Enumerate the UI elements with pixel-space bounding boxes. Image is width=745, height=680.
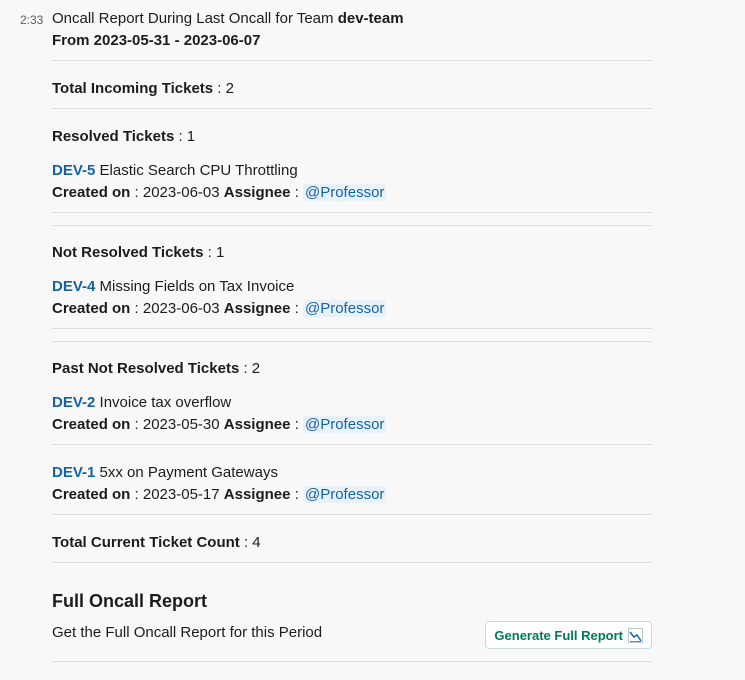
assignee-mention[interactable]: @Professor <box>304 416 385 433</box>
generate-full-report-button[interactable] <box>485 621 652 649</box>
past-not-resolved-tickets-header <box>52 358 652 380</box>
ticket-item <box>52 276 652 320</box>
generate-full-report-label: Generate Full Report <box>494 627 623 643</box>
assignee-separator: : <box>290 416 303 433</box>
oncall-report-message <box>52 8 652 662</box>
assignee-mention[interactable]: @Professor <box>304 486 385 503</box>
total-incoming-value: : 2 <box>213 80 234 97</box>
assignee-separator: : <box>290 486 303 503</box>
resolved-label: Resolved Tickets <box>52 128 175 145</box>
ticket-key-link[interactable]: DEV-5 <box>52 162 96 179</box>
not-resolved-label: Not Resolved Tickets <box>52 244 204 261</box>
ticket-key-link[interactable]: DEV-1 <box>52 464 96 481</box>
created-on-value: : 2023-06-03 <box>130 184 224 201</box>
ticket-item <box>52 392 652 436</box>
not-resolved-tickets-header <box>52 242 652 264</box>
created-on-label: Created on <box>52 416 131 433</box>
assignee-separator: : <box>290 300 303 317</box>
ticket-item <box>52 160 652 204</box>
created-on-value: : 2023-06-03 <box>130 300 224 317</box>
assignee-mention[interactable]: @Professor <box>304 300 385 317</box>
created-on-value: : 2023-05-30 <box>130 416 224 433</box>
assignee-label: Assignee <box>223 416 291 433</box>
chart-icon <box>628 628 643 643</box>
ticket-item <box>52 462 652 506</box>
ticket-key-link[interactable]: DEV-2 <box>52 394 96 411</box>
assignee-label: Assignee <box>223 300 291 317</box>
total-current-ticket-count <box>52 532 652 554</box>
total-incoming-tickets <box>52 78 652 100</box>
ticket-title: Missing Fields on Tax Invoice <box>95 278 295 295</box>
assignee-label: Assignee <box>223 486 291 503</box>
past-not-resolved-label: Past Not Resolved Tickets <box>52 360 240 377</box>
divider <box>52 661 652 662</box>
total-incoming-label: Total Incoming Tickets <box>52 80 214 97</box>
total-current-value: : 4 <box>239 534 261 551</box>
ticket-title: Invoice tax overflow <box>95 394 232 411</box>
created-on-label: Created on <box>52 300 131 317</box>
past-not-resolved-value: : 2 <box>239 360 261 377</box>
assignee-label: Assignee <box>223 184 291 201</box>
assignee-mention[interactable]: @Professor <box>304 184 385 201</box>
created-on-label: Created on <box>52 486 131 503</box>
full-report-row <box>52 621 652 651</box>
report-period: From 2023-05-31 - 2023-06-07 <box>52 32 261 49</box>
created-on-label: Created on <box>52 184 131 201</box>
full-report-description: Get the Full Oncall Report for this Period <box>52 624 323 641</box>
report-title-text: Oncall Report During Last Oncall for Team <box>52 10 338 27</box>
total-current-label: Total Current Ticket Count <box>52 534 240 551</box>
ticket-title: Elastic Search CPU Throttling <box>95 162 298 179</box>
resolved-tickets-header <box>52 126 652 148</box>
created-on-value: : 2023-05-17 <box>130 486 224 503</box>
message-timestamp[interactable]: 2:33 <box>20 13 44 27</box>
report-title <box>52 8 652 30</box>
resolved-value: : 1 <box>174 128 196 145</box>
ticket-key-link[interactable]: DEV-4 <box>52 278 96 295</box>
team-name: dev-team <box>337 10 404 27</box>
ticket-title: 5xx on Payment Gateways <box>95 464 278 481</box>
full-report-heading: Full Oncall Report <box>52 591 208 611</box>
not-resolved-value: : 1 <box>203 244 225 261</box>
assignee-separator: : <box>290 184 303 201</box>
